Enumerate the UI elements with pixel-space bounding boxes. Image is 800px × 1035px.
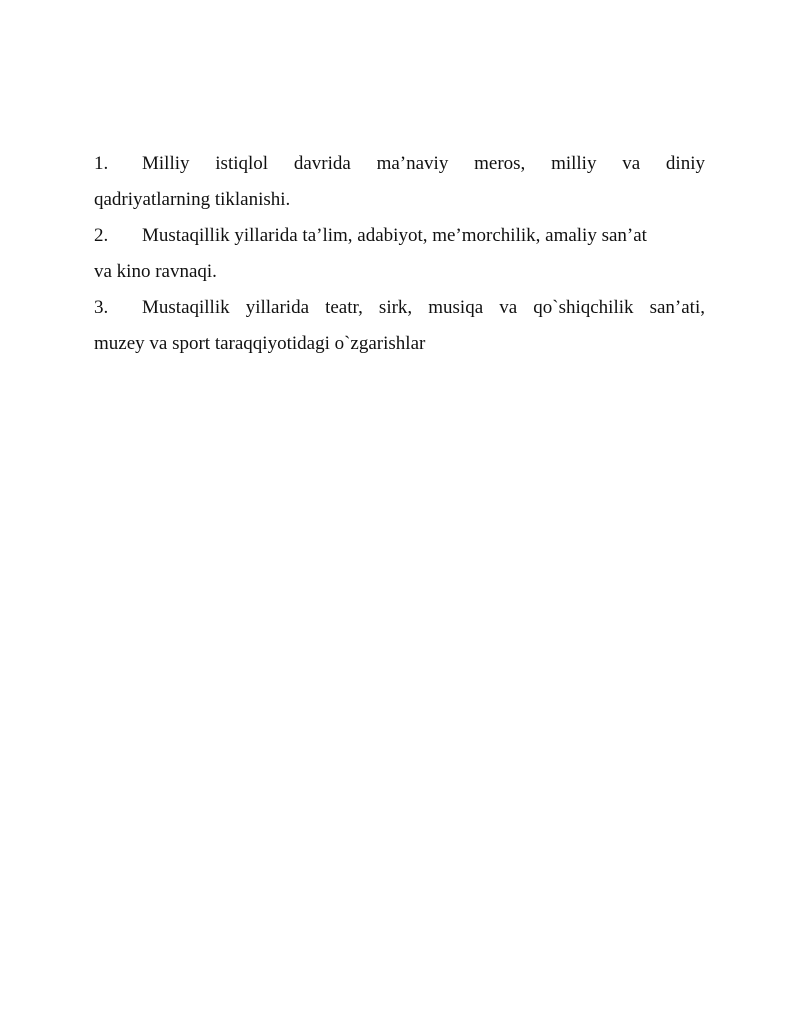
list-item	[94, 290, 705, 362]
list-item-continuation: va kino ravnaqi.	[94, 261, 217, 282]
list-item	[94, 146, 705, 218]
list-item-first-line	[94, 146, 705, 182]
list-item-text: Milliy istiqlol davrida ma’naviy meros, milliy va diniy	[142, 153, 705, 174]
list-item	[94, 218, 705, 290]
list-item-continuation: qadriyatlarning tiklanishi.	[94, 189, 291, 210]
list-item-continuation: muzey va sport taraqqiyotidagi o`zgarishlar	[94, 333, 426, 354]
list-item-text: Mustaqillik yillarida ta’lim, adabiyot, me’morchilik, amaliy san’at	[142, 225, 647, 246]
list-item-text: Mustaqillik yillarida teatr, sirk, musiqa va qo`shiqchilik san’ati,	[142, 297, 705, 318]
list-item-first-line	[94, 290, 705, 326]
list-item-first-line	[94, 218, 705, 254]
numbered-list	[94, 146, 705, 362]
list-item-number: 2.	[94, 225, 109, 246]
list-item-number: 1.	[94, 153, 109, 174]
list-item-number: 3.	[94, 297, 109, 318]
